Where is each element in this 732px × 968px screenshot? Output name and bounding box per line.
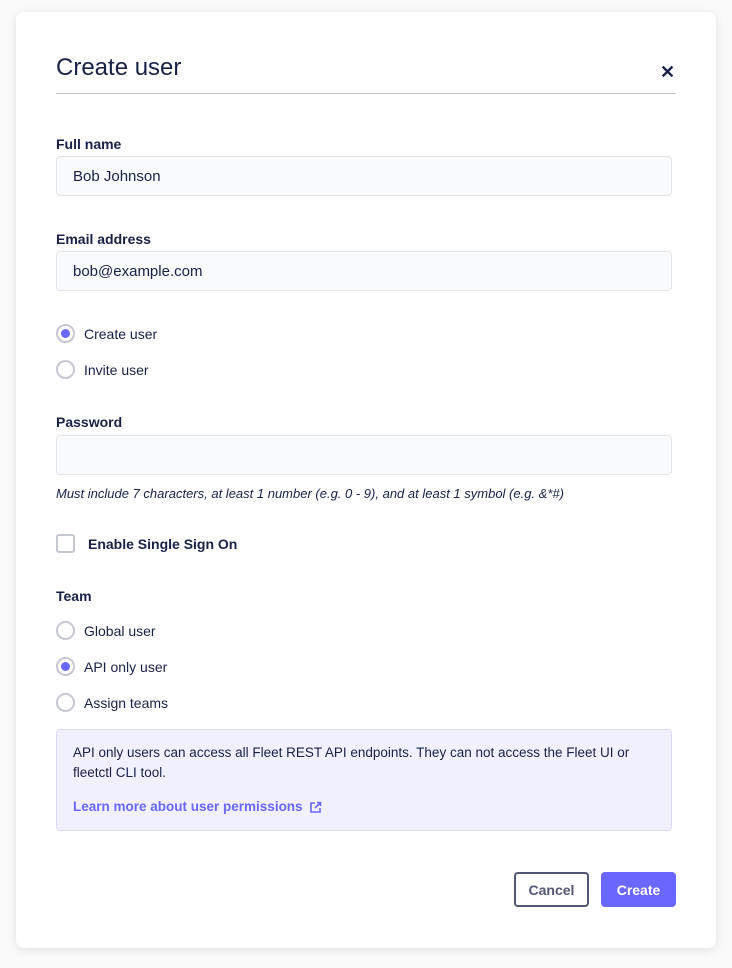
radio-api-only-user[interactable] (56, 657, 167, 676)
close-icon[interactable]: ✕ (660, 62, 676, 82)
radio-invite-user[interactable] (56, 360, 149, 379)
full-name-input[interactable] (56, 156, 672, 196)
radio-global-user[interactable] (56, 621, 156, 640)
radio-unselected-icon (56, 360, 75, 379)
radio-label: Assign teams (84, 694, 169, 711)
radio-selected-icon (56, 657, 75, 676)
create-button[interactable]: Create (601, 872, 676, 907)
email-input[interactable] (56, 251, 672, 291)
info-box (56, 729, 672, 831)
info-text: API only users can access all Fleet REST API endpoints. They can not access the Fleet UI or fleetctl CLI tool. (73, 745, 630, 780)
password-help-text: Must include 7 characters, at least 1 number (e.g. 0 - 9), and at least 1 symbol (e.g. &*#) (56, 486, 564, 501)
email-label: Email address (56, 231, 151, 247)
divider (56, 93, 676, 94)
modal-title: Create user (56, 54, 182, 81)
radio-assign-teams[interactable] (56, 693, 168, 712)
checkbox-icon (56, 534, 75, 553)
radio-create-user[interactable] (56, 324, 157, 343)
link-label: Learn more about user permissions (73, 799, 303, 814)
sso-checkbox[interactable] (56, 534, 237, 553)
sso-label: Enable Single Sign On (88, 535, 238, 552)
radio-unselected-icon (56, 693, 75, 712)
password-input[interactable] (56, 435, 672, 475)
password-label: Password (56, 414, 123, 430)
radio-label: API only user (84, 658, 168, 675)
radio-label: Global user (84, 622, 156, 639)
radio-label: Create user (84, 325, 158, 342)
team-label: Team (56, 588, 92, 604)
learn-more-link[interactable] (73, 797, 322, 817)
radio-label: Invite user (84, 361, 149, 378)
radio-unselected-icon (56, 621, 75, 640)
full-name-label: Full name (56, 136, 122, 152)
radio-selected-icon (56, 324, 75, 343)
create-user-modal (16, 12, 716, 948)
external-link-icon (309, 801, 322, 814)
cancel-button[interactable]: Cancel (514, 872, 589, 907)
